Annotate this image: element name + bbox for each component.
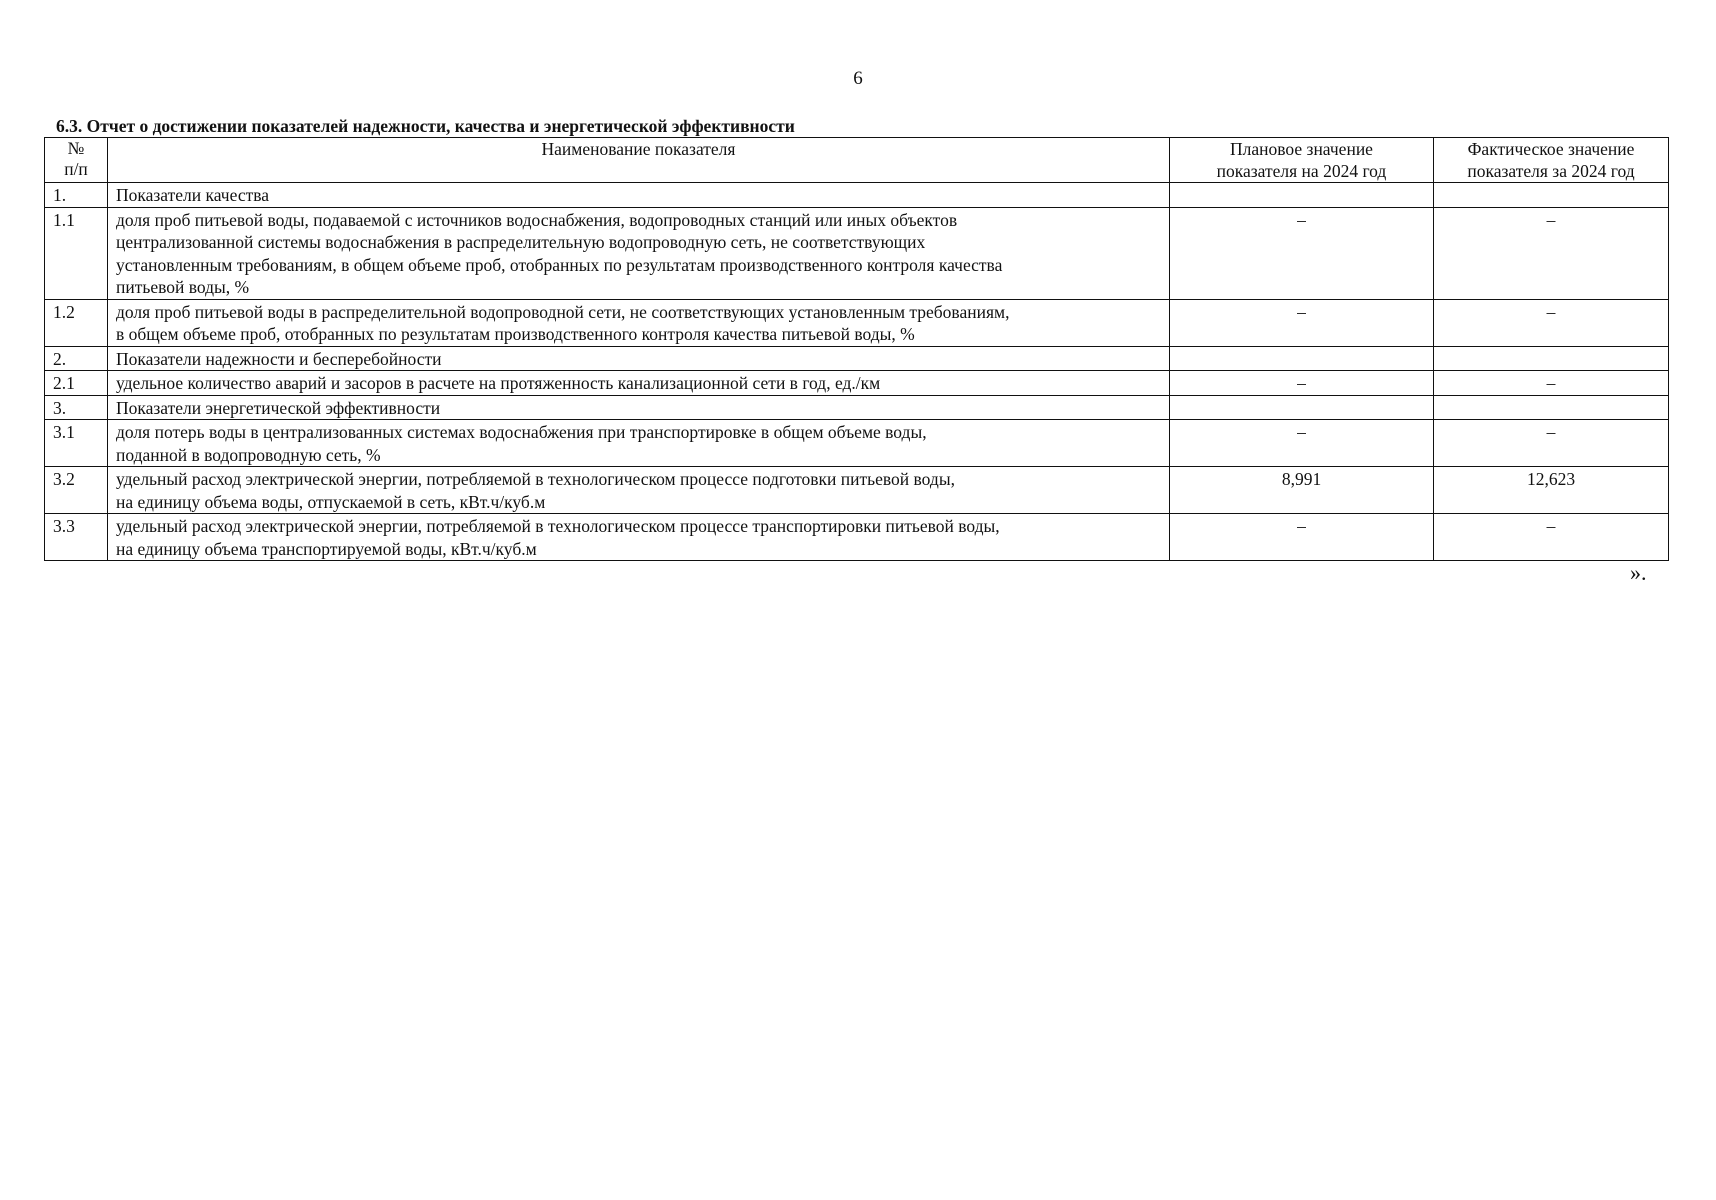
row-actual-value [1434,183,1669,208]
header-actual-line1: Фактическое значение [1467,139,1635,159]
closing-quote-mark: ». [1630,560,1647,585]
row-actual-value: – [1434,420,1669,467]
indicator-name-line: в общем объеме проб, отобранных по результатам производственного контроля качества питьевой воды, % [116,324,915,344]
row-actual-value: – [1434,371,1669,396]
row-number: 2.1 [45,371,108,396]
row-actual-value [1434,346,1669,371]
header-number-line2: п/п [64,159,88,179]
row-number: 1. [45,183,108,208]
indicator-name-line: удельное количество аварий и засоров в расчете на протяженность канализационной сети в год, ед./км [116,373,881,393]
row-indicator-name [108,371,1170,396]
indicators-table [44,137,1669,561]
row-planned-value [1170,183,1434,208]
row-planned-value [1170,395,1434,420]
row-indicator-name [108,183,1170,208]
header-actual-value [1434,138,1669,183]
row-planned-value: 8,991 [1170,467,1434,514]
table-row [45,346,1669,371]
header-planned-line2: показателя на 2024 год [1216,161,1387,181]
table-row [45,514,1669,561]
header-number-line1: № [67,138,85,158]
indicator-name-line: удельный расход электрической энергии, потребляемой в технологическом процессе подготовки питьевой воды, [116,469,955,489]
indicator-name-line: Показатели надежности и бесперебойности [116,348,442,369]
row-actual-value: – [1434,514,1669,561]
indicator-name-line: доля проб питьевой воды в распределительной водопроводной сети, не соответствующих установленным требованиям, [116,301,1010,322]
row-indicator-name [108,395,1170,420]
row-number: 1.2 [45,299,108,346]
row-number: 2. [45,346,108,371]
table-row [45,183,1669,208]
row-number: 3.3 [45,514,108,561]
row-indicator-name [108,207,1170,299]
row-planned-value: – [1170,371,1434,396]
table-header-row [45,138,1669,183]
indicator-name-line: на единицу объема воды, отпускаемой в сеть, кВт.ч/куб.м [116,491,546,512]
table-row [45,207,1669,299]
header-actual-line2: показателя за 2024 год [1467,161,1635,181]
table-row [45,299,1669,346]
indicator-name-line: доля потерь воды в централизованных системах водоснабжения при транспортировке в общем объеме воды, [116,422,927,442]
table-row [45,420,1669,467]
row-indicator-name [108,467,1170,514]
header-indicator-name [108,138,1170,183]
indicator-name-line: установленным требованиям, в общем объеме проб, отобранных по результатам производственного контроля качества [116,254,1003,275]
header-planned-line1: Плановое значение [1230,139,1373,159]
indicator-name-line: на единицу объема транспортируемой воды, кВт.ч/куб.м [116,538,537,559]
indicator-name-line: питьевой воды, % [116,277,250,297]
row-actual-value: – [1434,207,1669,299]
header-number [45,138,108,183]
row-planned-value: – [1170,420,1434,467]
indicator-name-line: поданной в водопроводную сеть, % [116,444,381,465]
row-number: 3.2 [45,467,108,514]
header-planned-value [1170,138,1434,183]
row-indicator-name [108,346,1170,371]
table-row [45,467,1669,514]
row-planned-value: – [1170,514,1434,561]
indicator-name-line: удельный расход электрической энергии, потребляемой в технологическом процессе транспортировки питьевой воды, [116,516,1000,536]
row-planned-value: – [1170,299,1434,346]
row-planned-value: – [1170,207,1434,299]
row-actual-value [1434,395,1669,420]
row-number: 3. [45,395,108,420]
row-actual-value: – [1434,299,1669,346]
row-indicator-name [108,514,1170,561]
indicator-name-line: Показатели энергетической эффективности [116,397,441,418]
row-indicator-name [108,299,1170,346]
table-row [45,395,1669,420]
page-number: 6 [853,68,863,89]
row-number: 3.1 [45,420,108,467]
indicator-name-line: доля проб питьевой воды, подаваемой с источников водоснабжения, водопроводных станций или иных объектов [116,209,958,230]
indicator-name-line: Показатели качества [116,185,270,205]
header-indicator-name-text: Наименование показателя [541,139,736,159]
table-row [45,371,1669,396]
section-title: 6.3. Отчет о достижении показателей надежности, качества и энергетической эффективности [56,116,795,136]
row-number: 1.1 [45,207,108,299]
indicator-name-line: централизованной системы водоснабжения в распределительную водопроводную сеть, не соответствующих [116,232,926,252]
row-indicator-name [108,420,1170,467]
row-planned-value [1170,346,1434,371]
row-actual-value: 12,623 [1434,467,1669,514]
